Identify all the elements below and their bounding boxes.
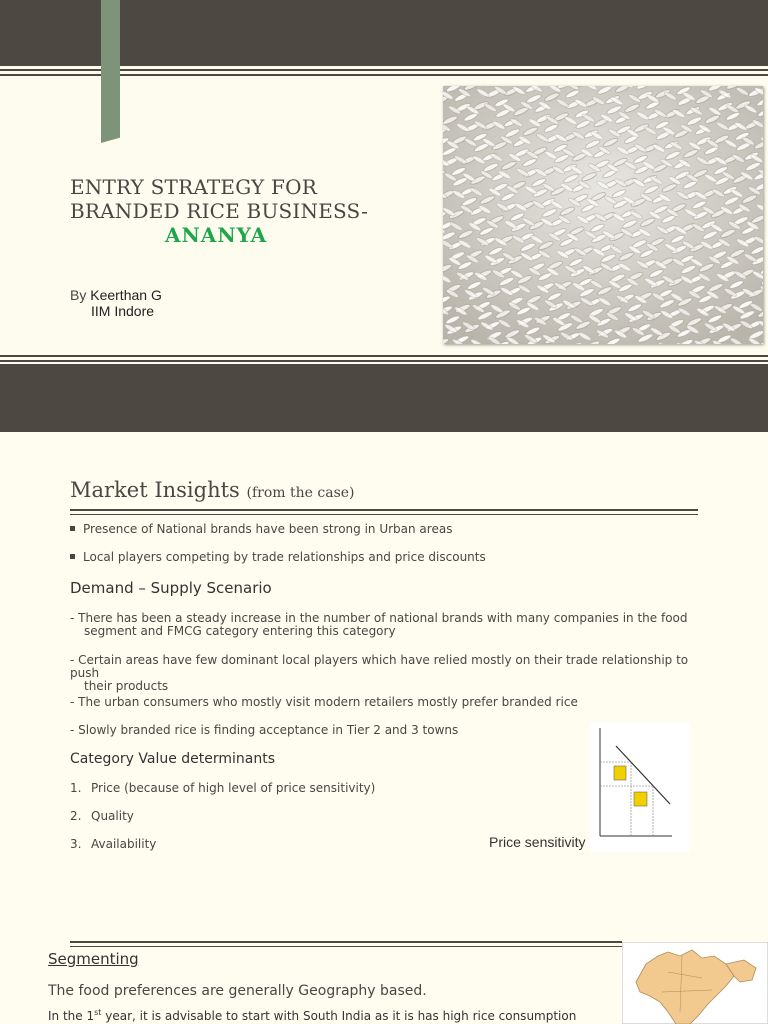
divider-line [70,946,622,947]
determinant-item: 1. Price (because of high level of price sensitivity) [70,781,376,795]
bullet-square-icon [70,526,75,531]
title-line-2: BRANDED RICE BUSINESS- [70,199,369,223]
divider-line [70,509,698,511]
byline [70,287,162,319]
title-line-1: ENTRY STRATEGY FOR [70,175,317,199]
demand-point: - Certain areas have few dominant local players which have relied mostly on their trade relationship to push their products [70,653,689,693]
divider-line [0,355,768,357]
india-map [622,942,768,1024]
market-insights-heading [70,478,355,502]
demand-supply-heading: Demand – Supply Scenario [70,579,272,597]
demand-point: - There has been a steady increase in the number of national brands with many companies in the food segment and FMCG category entering this category [70,611,688,638]
price-sensitivity-label: Price sensitivity [489,834,586,850]
brand-name: ANANYA [165,223,268,247]
determinant-item: 3. Availability [70,837,157,851]
slide-title [70,175,368,247]
divider-line [70,514,698,515]
bullet-square-icon [70,554,75,559]
bookmark-ribbon-icon [0,0,120,150]
bullet-item: Local players competing by trade relationships and price discounts [70,550,486,564]
heading-subtitle: (from the case) [246,485,355,501]
institution: IIM Indore [91,303,155,319]
by-prefix: By [70,287,91,303]
divider-line [70,941,622,943]
segmenting-text-2: In the 1st year, it is advisable to start with South India as it is has high rice consumption [48,1008,577,1023]
bullet-item: Presence of National brands have been strong in Urban areas [70,522,452,536]
determinant-item: 2. Quality [70,809,134,823]
demand-point: - The urban consumers who mostly visit modern retailers mostly prefer branded rice [70,695,578,709]
rice-grains-photo [443,86,763,344]
bottom-band [0,364,768,432]
demand-point: - Slowly branded rice is finding acceptance in Tier 2 and 3 towns [70,723,459,737]
divider-line [0,360,768,362]
segmenting-heading: Segmenting [48,950,139,968]
title-slide [0,0,768,432]
heading-text: Market Insights [70,478,240,502]
author-name: Keerthan G [90,287,162,303]
segmenting-text: The food preferences are generally Geography based. [48,983,427,999]
demand-curve-diagram [590,722,690,852]
category-value-heading: Category Value determinants [70,751,276,767]
